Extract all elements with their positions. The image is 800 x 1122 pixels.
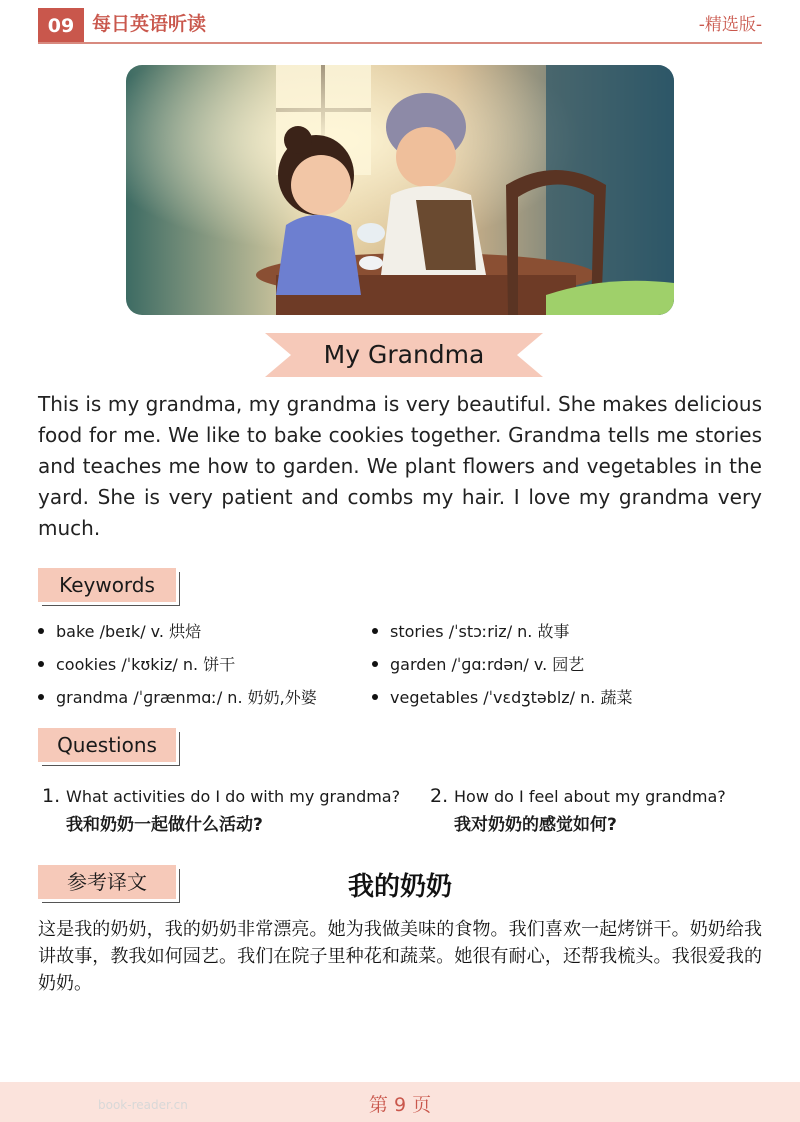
keywords-label-text: Keywords <box>59 573 155 597</box>
page-header <box>38 8 762 44</box>
watermark: book-reader.cn <box>98 1098 188 1112</box>
translation-paragraph: 这是我的奶奶，我的奶奶非常漂亮。她为我做美味的食物。我们喜欢一起烤饼干。奶奶给我讲故事，教我如何园艺。我们在院子里种花和蔬菜。她很有耐心，还帮我梳头。我很爱我的奶奶。 <box>38 919 762 994</box>
keyword-item: garden /ˈɡɑːrdən/ v. 园艺 <box>372 654 584 676</box>
bullet-icon <box>372 694 378 700</box>
bullet-icon <box>38 661 44 667</box>
question-english: What activities do I do with my grandma? <box>66 787 401 806</box>
series-title: 每日英语听读 <box>92 13 207 35</box>
questions-label-text: Questions <box>57 733 157 757</box>
lesson-number: 09 <box>38 8 84 44</box>
keyword-item: cookies /ˈkʊkiz/ n. 饼干 <box>38 654 235 676</box>
question-chinese: 我对奶奶的感觉如何? <box>454 815 617 835</box>
story-illustration <box>126 65 674 315</box>
keyword-item: vegetables /ˈvɛdʒtəblz/ n. 蔬菜 <box>372 687 632 709</box>
bullet-icon <box>372 628 378 634</box>
question-chinese: 我和奶奶一起做什么活动? <box>66 815 263 835</box>
keyword-item: bake /beɪk/ v. 烘焙 <box>38 621 201 643</box>
question-english: How do I feel about my grandma? <box>454 787 726 806</box>
page-number: 第 9 页 <box>368 1094 432 1116</box>
story-title: My Grandma <box>323 340 485 369</box>
story-title-ribbon <box>265 333 543 377</box>
translation-title: 我的奶奶 <box>347 872 452 902</box>
question-item <box>430 782 770 839</box>
translation-label-text: 参考译文 <box>67 870 147 894</box>
keyword-item: stories /ˈstɔːriz/ n. 故事 <box>372 621 569 643</box>
question-item <box>42 782 427 839</box>
keyword-item: grandma /ˈɡrænmɑː/ n. 奶奶,外婆 <box>38 687 317 709</box>
question-number: 2. <box>430 785 449 807</box>
story-paragraph: This is my grandma, my grandma is very beautiful. She makes delicious food for me. We like to bake cookies together. Grandma tells me stories and teaches me how to garden. We plant flowers and vegetables in the yard. She is very patient and combs my hair. I love my grandma very much. <box>38 392 762 540</box>
grandma-girl-tea-illustration <box>126 65 674 315</box>
bullet-icon <box>372 661 378 667</box>
header-divider <box>38 42 762 44</box>
question-number: 1. <box>42 785 61 807</box>
edition-label: -精选版- <box>698 15 762 35</box>
page-footer <box>0 1082 800 1122</box>
bullet-icon <box>38 694 44 700</box>
bullet-icon <box>38 628 44 634</box>
